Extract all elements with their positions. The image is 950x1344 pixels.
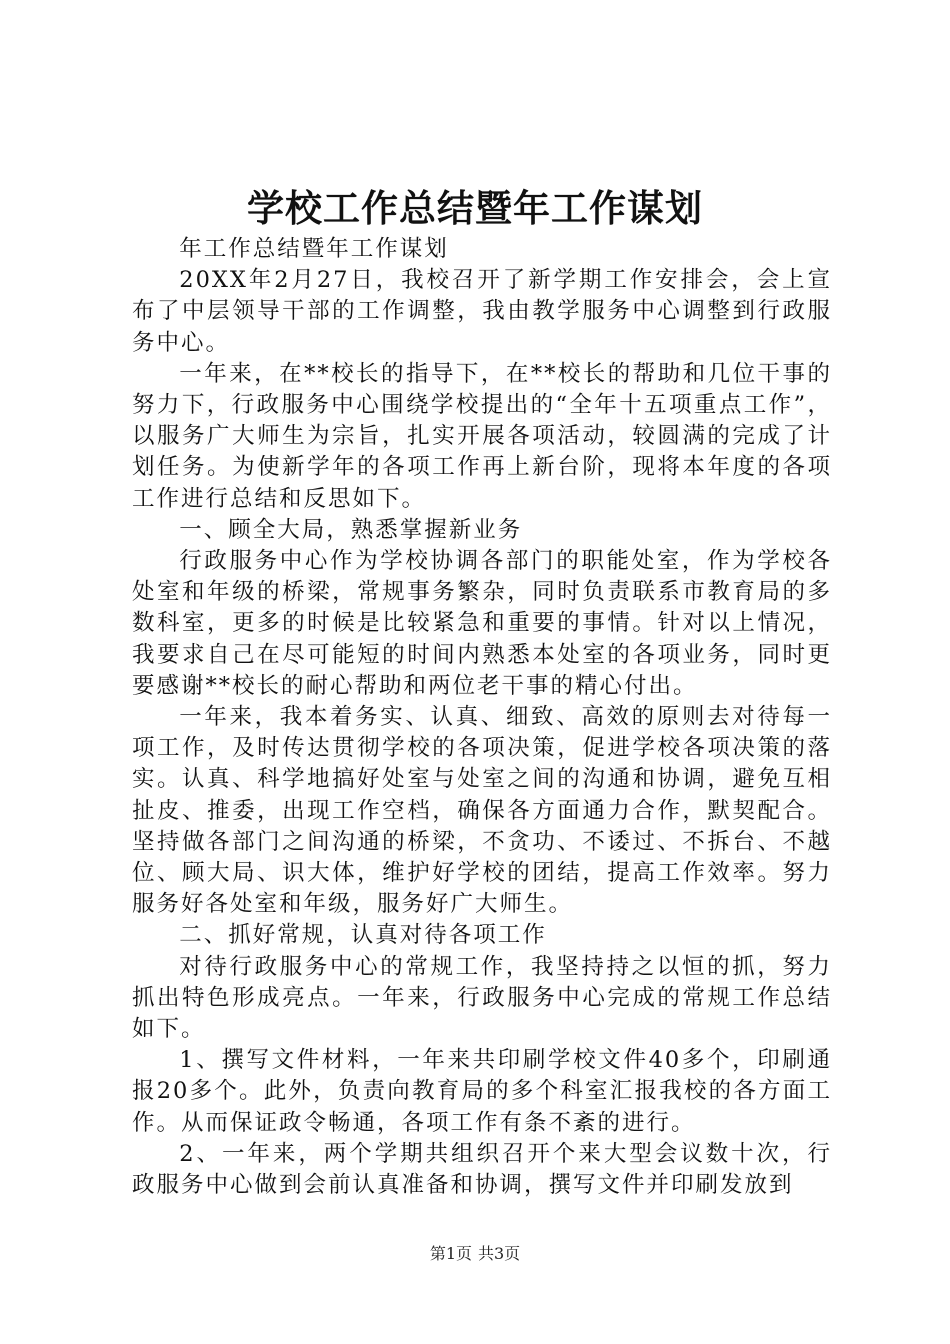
- page-total: 共3页: [478, 1244, 521, 1263]
- document-body: [132, 234, 832, 1201]
- list-item-paragraph: 1、撰写文件材料，一年来共印刷学校文件40多个，印刷通报20多个。此外，负责向教育局的多个科室汇报我校的各方面工作。从而保证政令畅通，各项工作有条不紊的进行。: [132, 1047, 832, 1136]
- body-paragraph: 对待行政服务中心的常规工作，我坚持持之以恒的抓，努力抓出特色形成亮点。一年来，行政服务中心完成的常规工作总结如下。: [132, 953, 832, 1043]
- page-number: 第1页: [429, 1244, 472, 1263]
- section-heading: 二、抓好常规，认真对待各项工作: [179, 922, 547, 949]
- subtitle-paragraph: 年工作总结暨年工作谋划: [179, 236, 449, 262]
- page-footer: [0, 1242, 950, 1266]
- document-title: 学校工作总结暨年工作谋划: [247, 186, 703, 230]
- section-heading: 一、顾全大局，熟悉掌握新业务: [179, 516, 523, 543]
- list-item-paragraph: 2、一年来，两个学期共组织召开个来大型会议数十次，行政服务中心做到会前认真准备和协调，撰写文件并印刷发放到: [132, 1140, 832, 1199]
- body-paragraph: 一年来，在**校长的指导下，在**校长的帮助和几位干事的努力下，行政服务中心围绕学校提出的“全年十五项重点工作”，以服务广大师生为宗旨，扎实开展各项活动，较圆满的完成了计划任务。为使新学年的各项工作再上新台阶，现将本年度的各项工作进行总结和反思如下。: [132, 360, 832, 512]
- body-paragraph: 20XX年2月27日，我校召开了新学期工作安排会，会上宣布了中层领导干部的工作调整，我由教学服务中心调整到行政服务中心。: [132, 267, 832, 356]
- body-paragraph: 行政服务中心作为学校协调各部门的职能处室，作为学校各处室和年级的桥梁，常规事务繁杂，同时负责联系市教育局的多数科室，更多的时候是比较紧急和重要的事情。针对以上情况，我要求自己在尽可能短的时间内熟悉本处室的各项业务，同时更要感谢**校长的耐心帮助和两位老干事的精心付出。: [132, 548, 832, 699]
- body-paragraph: 一年来，我本着务实、认真、细致、高效的原则去对待每一项工作，及时传达贯彻学校的各项决策，促进学校各项决策的落实。认真、科学地搞好处室与处室之间的沟通和协调，避免互相扯皮、推委，出现工作空档，确保各方面通力合作，默契配合。坚持做各部门之间沟通的桥梁，不贪功、不诿过、不拆台、不越位、顾大局、识大体，维护好学校的团结，提高工作效率。努力服务好各处室和年级，服务好广大师生。: [132, 704, 832, 918]
